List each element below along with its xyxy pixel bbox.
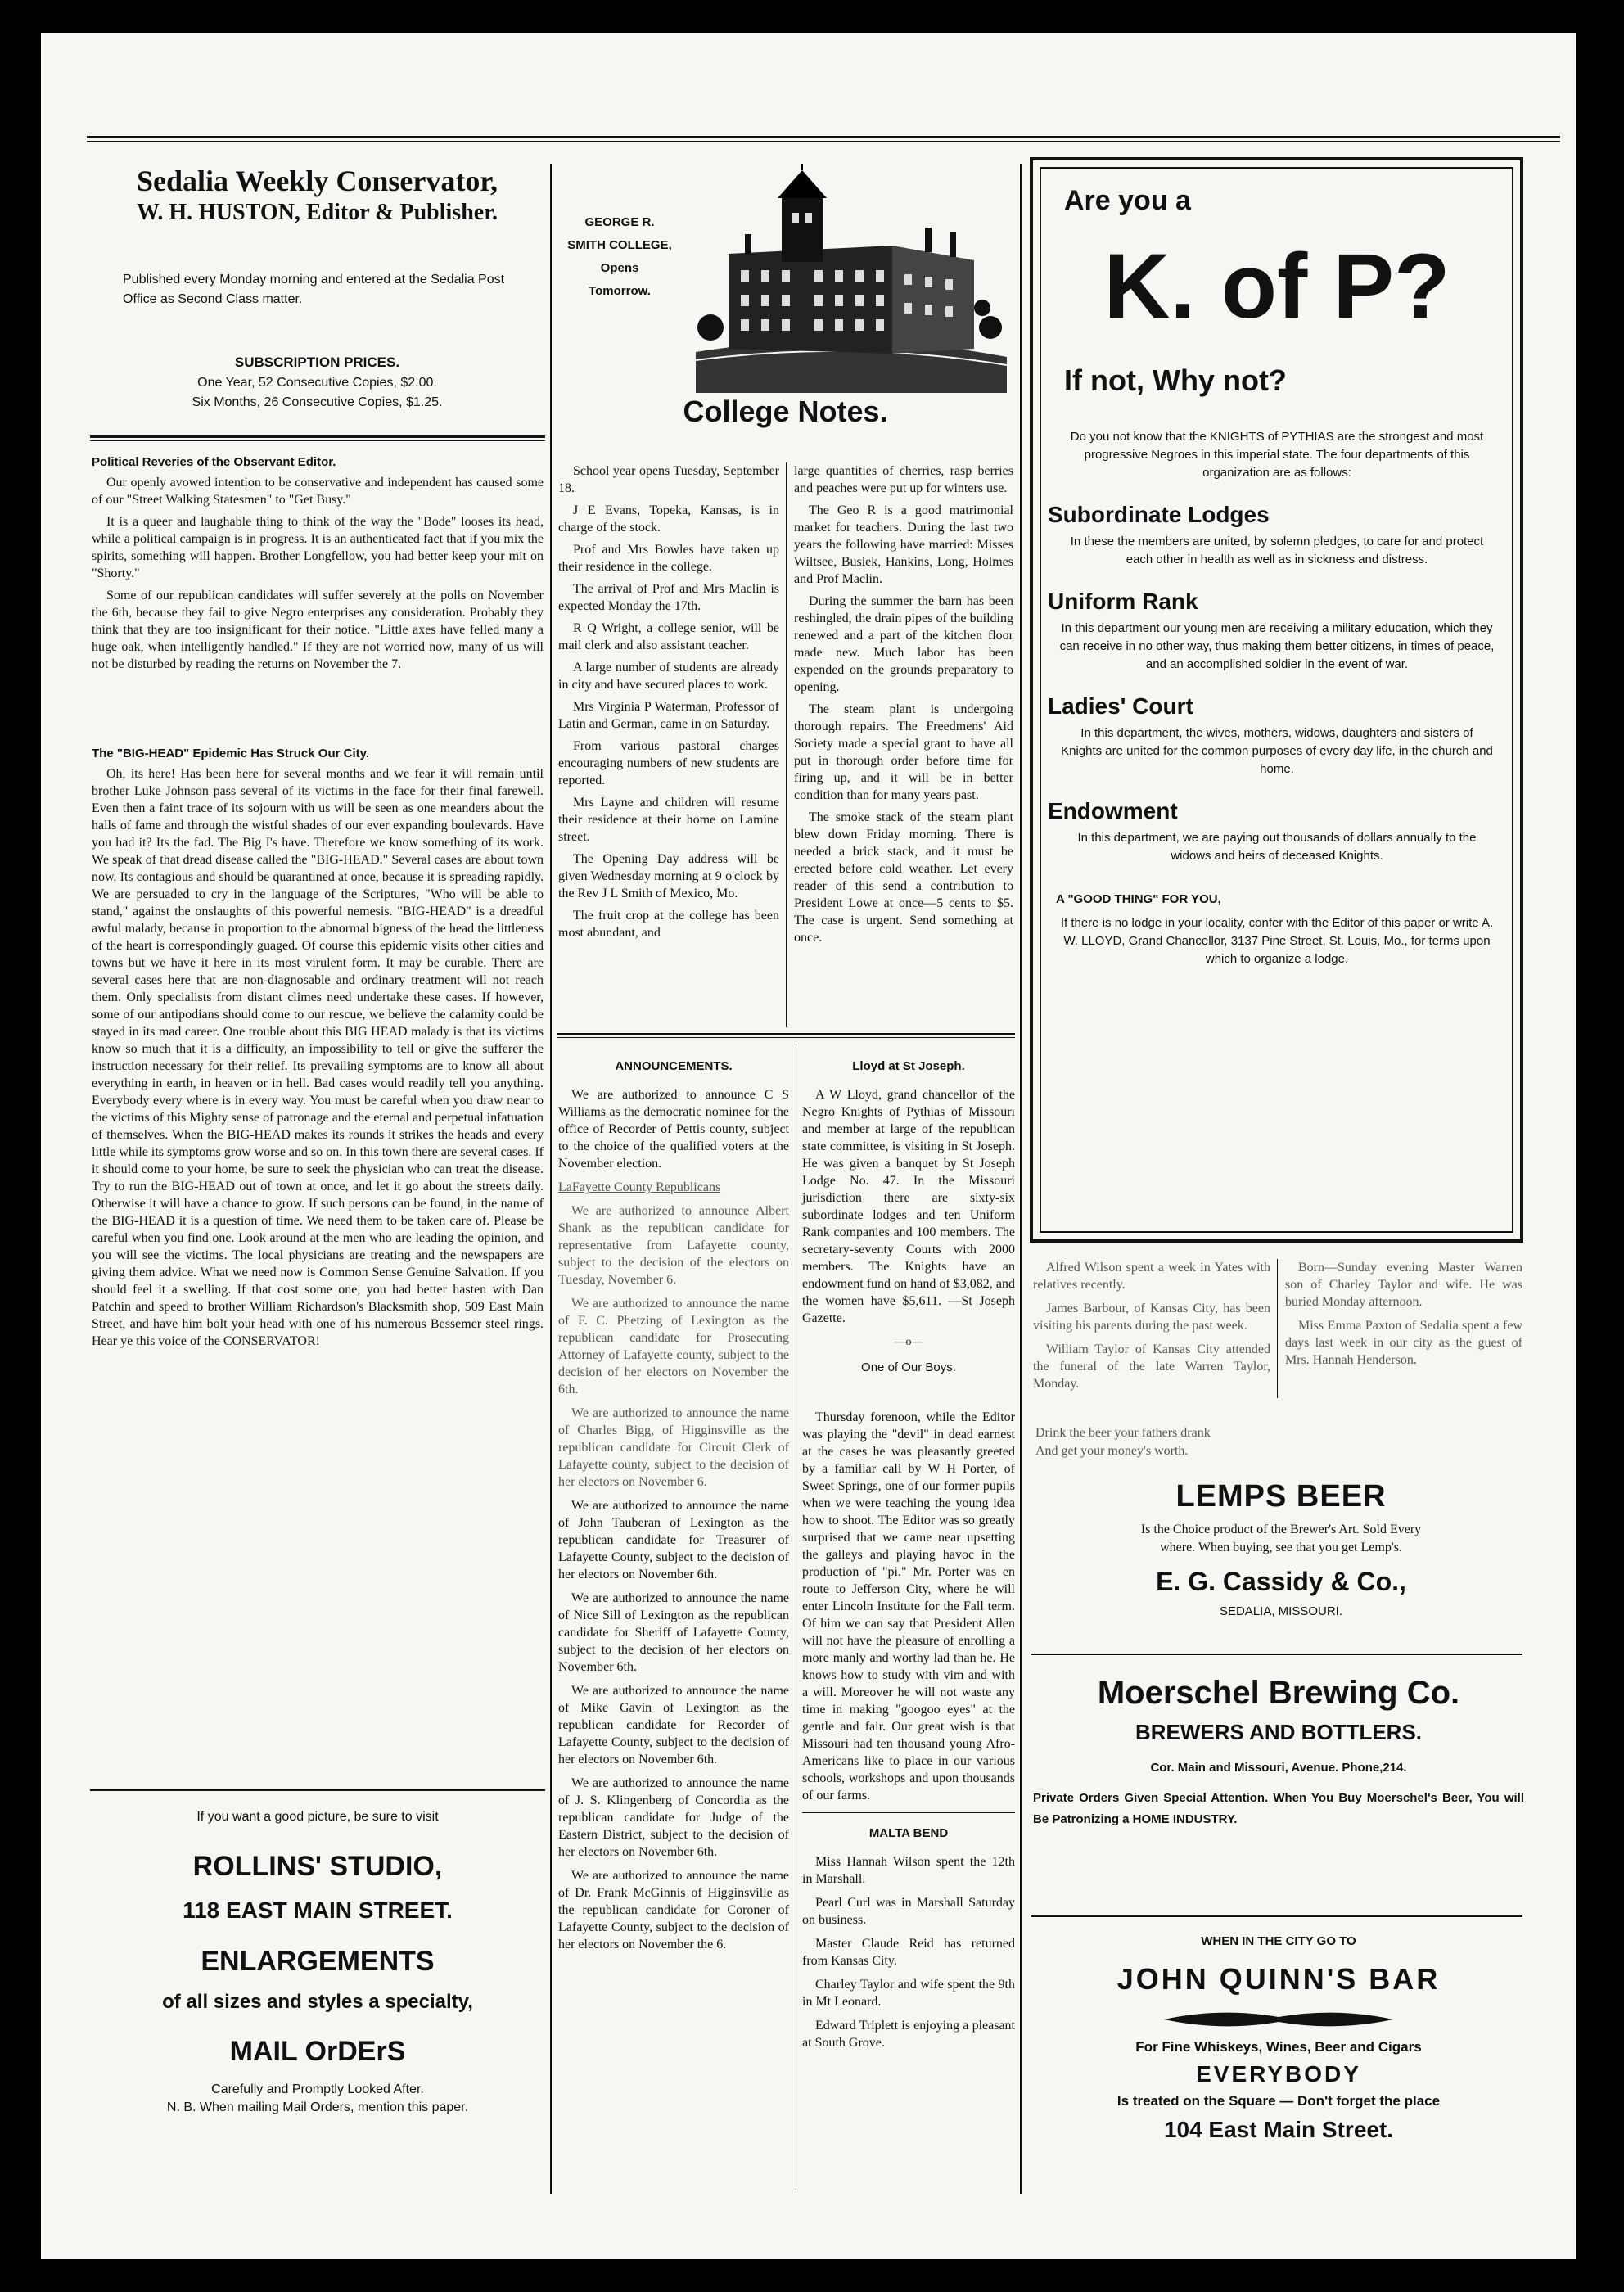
column-rule-1 <box>550 164 552 2194</box>
college-building-illustration <box>696 164 1007 393</box>
quinn-treated: Is treated on the Square — Don't forget the place <box>1116 2093 1441 2109</box>
college-heading: College Notes. <box>683 395 888 428</box>
column-rule-2 <box>1020 164 1022 2194</box>
kop-are-you: Are you a <box>1064 185 1191 216</box>
college-note: During the summer the barn has been reshingled, the drain pipes of the building renewed and a part of the kitchen floor made new. Much labor has been expended on the grounds preparatory to opening. <box>794 594 1013 694</box>
reveries-paragraph: It is a queer and laughable thing to think of the way the "Bode" looses its head, while a political campaign is in progress. It is an authenticated fact that if you mix the spirits, something will happen. Brother Longfellow, you had better keep your mit on "Shorty." <box>92 515 544 580</box>
lemps-name: LEMPS BEER <box>1175 1479 1387 1514</box>
moerschel-address: Cor. Main and Missouri, Avenue. Phone,214. <box>1150 1761 1407 1775</box>
locals-left <box>1033 1259 1270 1399</box>
kop-good-thing: A "GOOD THING" FOR YOU, <box>1056 892 1221 906</box>
quinn-ad <box>1033 1932 1524 2148</box>
lemps-cassidy: E. G. Cassidy & Co., <box>1156 1567 1406 1596</box>
quinn-everybody: EVERYBODY <box>1196 2061 1361 2087</box>
locals-rule <box>1277 1259 1278 1398</box>
malta-rule <box>802 1812 1015 1813</box>
lemps-ad <box>1035 1424 1527 1621</box>
rollins-address: 118 EAST MAIN STREET. <box>183 1897 453 1923</box>
decorative-flourish-icon <box>1156 2007 1401 2032</box>
announcement: We are authorized to announce the name of Mike Gavin of Lexington as the republican candidate for Recorder of Lafayette County, subject to the decision of her electors on November 6th. <box>558 1684 789 1766</box>
college-note: R Q Wright, a college senior, will be mail clerk and also assistant teacher. <box>558 621 779 652</box>
masthead <box>90 164 544 228</box>
malta-item: Edward Triplett is enjoying a pleasant at South Grove. <box>802 2019 1015 2050</box>
kop-section-text: In these the members are united, by solemn pledges, to care for and protect each other in health as well as in sickness and distress. <box>1070 535 1484 566</box>
rollins-intro: If you want a good picture, be sure to visit <box>196 1810 439 1824</box>
college-note: The arrival of Prof and Mrs Maclin is expected Monday the 17th. <box>558 582 779 613</box>
masthead-published: Published every Monday morning and entered at the Sedalia Post Office as Second Class matter. <box>123 273 505 306</box>
quinn-name: JOHN QUINN'S BAR <box>1116 1962 1441 1996</box>
malta-item: Master Claude Reid has returned from Kansas City. <box>802 1937 1015 1968</box>
local-item: James Barbour, of Kansas City, has been visiting his parents during the past week. <box>1033 1302 1270 1333</box>
moerschel-ad <box>1033 1670 1524 1830</box>
reveries-paragraph: Some of our republican candidates will suffer severely at the polls on November the 6th, because they fail to give Negro enterprises any consideration. Probably they think that they are too insignificant for their notice. "Little axes have felled many a huge oak, when intelligently handled." If they are not worried now, many of us will not be disturbed by reading the returns on November the 7. <box>92 589 544 671</box>
newspaper-page <box>41 33 1576 2259</box>
bighead-text: Oh, its here! Has been here for several months and we fear it will remain until brother Luke Johnson pass several of its victims in the face for their final farewell. Even then a faint trace of its sojourn with us will be seen as one meanders about the halls of fame and through the wistful shades of our ever expanding boulevards. Have you had it? Its the fad. The Big I's have. Therefore we know something of its work. We speak of that dread disease called the "BIG-HEAD." Several cases are about town now. Its contagious and should be quarantined at once, because it is spreading rapidly. We are persuaded to cry in the language of the Scriptures, "Who will be able to stand," against the onslaughts of this powerful nemesis. "BIG-HEAD" is a dreadful awful malady, because in proportion to the abnormal bigness of the head the littleness of the heart is correspondingly guaged. Of course this epidemic visits other cities and towns but we have it here in its most virulent form. It may be curable. There are several cases here that are non-diagnosable and ordinary treatment will not reach them. Only specialists from distant climes need undertake these cases. If however, some of our antipodians should come to our rescue, we believe the calamity could be stayed in its mad career. One trouble about this BIG HEAD malady is that its victims know so much that it is a difficulty, an impossibility to tell or give the sufferer the instruction necessary for their relief. Its prevailing symptoms are to know all about everything in earth, in heaven or in hell. Bad cases would readily tell you anything. Everybody every where is in every way. You must be careful when you draw near to the victims of this Mighty sense of patronage and the eternal and perpetual infatuation of themselves. When the BIG-HEAD makes its rounds it strikes the heads and every little while its symptoms grow worse and so on. In this town there are several cases. If it should come to your home, be sure to seek the physician who can treat the disease. Try to run the BIG-HEAD out of town at once, and let it go about the streets daily. Otherwise it will have a chance to grow. If such persons can be found, in the name of the BIG-HEAD it is a question of time. We need them to be taken care of. Please be careful when you find one. Look around at the men who are leading the opinion, and you will see the victims. The local physicians are treating and the newspapers are giving them advice. What we need now is Common Sense Genuine Salvation. If you should feel it a swelling. If that cost some one, you had better hasten with Dan Patchin and speed to brother William Richardson's Blacksmith shop, 509 East Main Street, and have him bolt your head with one of his numerous Bessemer steel rings. Hear ye this voice of the CONSERVATOR! <box>92 767 544 1348</box>
college-note: Mrs Layne and children will resume their residence at their home on Lamine street. <box>558 796 779 844</box>
announcement: We are authorized to announce the name of J. S. Klingenberg of Concordia as the republican candidate for Judge of the Eastern District, subject to the decision of her electors on November 6th. <box>558 1776 789 1859</box>
top-rule-thin <box>87 141 1560 142</box>
quinn-address: 104 East Main Street. <box>1163 2117 1394 2142</box>
college-caption-line: Opens <box>600 261 639 275</box>
rollins-name: ROLLINS' STUDIO, <box>192 1851 443 1882</box>
college-note: School year opens Tuesday, September 18. <box>558 464 779 495</box>
kop-good-text: If there is no lodge in your locality, confer with the Editor of this paper or write A. W. LLOYD, Grand Chancellor, 3137 Pine Street, St. Louis, Mo., for terms upon which to organize a lodge. <box>1060 916 1494 966</box>
reveries-article <box>92 453 544 678</box>
article-divider: —o— <box>894 1336 923 1348</box>
local-item: William Taylor of Kansas City attended the funeral of the late Warren Taylor, Monday. <box>1033 1342 1270 1391</box>
lemps-line: Drink the beer your fathers drank <box>1035 1426 1211 1440</box>
kop-section-text: In this department, we are paying out thousands of dollars annually to the widows and heirs of deceased Knights. <box>1077 831 1477 863</box>
college-column-rule <box>786 462 787 1027</box>
lemps-where: where. When buying, see that you get Lemp's. <box>1160 1541 1402 1554</box>
quinn-intro: WHEN IN THE CITY GO TO <box>1201 1934 1356 1948</box>
subscription-block <box>90 352 544 413</box>
lloyd-text: A W Lloyd, grand chancellor of the Negro Knights of Pythias of Missouri and member at large of the republican state committee, is visiting in St Joseph. He was given a banquet by St Joseph Lodge No. 47. In the Missouri jurisdiction there are sixty-six subordinate lodges and ten Uniform Rank companies and 100 members. The secretary-seventy Courts with 2000 members. The Knights have an endowment fund on hand of $3,082, and the women have $5,611. —St Joseph Gazette. <box>802 1088 1015 1325</box>
reveries-heading: Political Reveries of the Observant Editor. <box>92 455 336 469</box>
bighead-heading: The "BIG-HEAD" Epidemic Has Struck Our City. <box>92 747 370 760</box>
rollins-sizes: of all sizes and styles a specialty, <box>162 1991 473 2013</box>
subscription-heading: SUBSCRIPTION PRICES. <box>234 354 400 370</box>
masthead-editor: W. H. HUSTON, Editor & Publisher. <box>136 200 498 225</box>
local-item: Alfred Wilson spent a week in Yates with relatives recently. <box>1033 1261 1270 1292</box>
lemps-city: SEDALIA, MISSOURI. <box>1219 1604 1343 1618</box>
college-note: The fruit crop at the college has been most abundant, and <box>558 909 779 940</box>
college-note: large quantities of cherries, rasp berries and peaches were put up for winters use. <box>794 464 1013 495</box>
kop-section-heading: Endowment <box>1048 798 1178 823</box>
moerschel-private: Private Orders Given Special Attention. When You Buy Moerschel's Beer, You will Be Patronizing a HOME INDUSTRY. <box>1033 1791 1524 1826</box>
locals-right <box>1285 1259 1522 1375</box>
announcement: We are authorized to announce Albert Shank as the republican candidate for representative from Lafayette county, subject to the decision of the electors on Tuesday, November 6. <box>558 1204 789 1287</box>
kop-if-not: If not, Why not? <box>1064 363 1287 397</box>
kop-title: K. of P? <box>1103 235 1450 337</box>
subscription-six-months: Six Months, 26 Consecutive Copies, $1.25. <box>192 395 443 409</box>
college-note: The Opening Day address will be given Wednesday morning at 9 o'clock by the Rev J L Smith of Mexico, Mo. <box>558 852 779 900</box>
kop-section-heading: Subordinate Lodges <box>1048 502 1270 527</box>
malta-item: Charley Taylor and wife spent the 9th in Mt Leonard. <box>802 1978 1015 2009</box>
announcements-heading: ANNOUNCEMENTS. <box>615 1059 733 1073</box>
quinn-fine: For Fine Whiskeys, Wines, Beer and Cigars <box>1135 2039 1422 2055</box>
announcement-subheading: LaFayette County Republicans <box>558 1180 721 1194</box>
moerschel-rule <box>1031 1915 1522 1917</box>
masthead-rule <box>90 435 545 438</box>
kop-ad <box>1048 176 1506 968</box>
moerschel-name: Moerschel Brewing Co. <box>1097 1675 1460 1711</box>
boys-text: Thursday forenoon, while the Editor was playing the "devil" in dead earnest at the cases he was pleasantly greeted by a familiar call by W H Porter, of Sweet Springs, one of our former pupils when we were teaching the young idea how to shoot. The Editor was so greatly surprised that we came near upsetting the galleys and playing havoc in the production of "pi." Mr. Porter was en route to Jefferson City, where he will enter Lincoln Institute for the Fall term. Of him we can say that President Allen will not have the pleasure of enrolling a more manly and worthy lad than he. He knows how to study with vim and with a will. Moreover he will not waste any time in making "googoo eyes" at the gentle and fair. Our great wish is that Missouri had ten thousand young Afro-Americans like to place in our various schools, workshops and upon thousands of our farms. <box>802 1410 1015 1802</box>
college-note: J E Evans, Topeka, Kansas, is in charge of the stock. <box>558 503 779 535</box>
kop-section-text: In this department, the wives, mothers, widows, daughters and sisters of Knights are united for the common purposes of every day life, in the church and home. <box>1061 726 1493 776</box>
announcement: We are authorized to announce the name of John Tauberan of Lexington as the republican candidate for Treasurer of Lafayette County, subject to the decision of her electors on November 6th. <box>558 1499 789 1581</box>
kop-section-text: In this department our young men are receiving a military education, which they can receive in no other way, thus making them better citizens, in times of peace, and an accomplished soldier in the event of war. <box>1059 621 1495 671</box>
kop-intro: Do you not know that the KNIGHTS of PYTHIAS are the strongest and most progressive Negroes in this imperial state. The four departments of this organization are as follows: <box>1070 430 1484 480</box>
kop-section-heading: Ladies' Court <box>1048 693 1193 719</box>
kop-section-heading: Uniform Rank <box>1048 589 1198 614</box>
college-note: The Geo R is a good matrimonial market for teachers. During the last two years the following have married: Misses Wiltsee, Busiek, Hankins, Long, Holmes and Prof Maclin. <box>794 503 1013 586</box>
college-note: From various pastoral charges encouraging numbers of new students are reported. <box>558 739 779 787</box>
lloyd-heading: Lloyd at St Joseph. <box>852 1059 965 1073</box>
lemps-choice: Is the Choice product of the Brewer's Art. Sold Every <box>1140 1523 1422 1536</box>
college-caption <box>558 211 681 303</box>
malta-item: Pearl Curl was in Marshall Saturday on business. <box>802 1896 1015 1927</box>
announcement: We are authorized to announce C S Williams as the democratic nominee for the office of Recorder of Pettis county, subject to the choice of the qualified voters at the November election. <box>558 1088 789 1171</box>
college-notes-column-1 <box>558 462 779 946</box>
rollins-mail: MAIL OrDErS <box>229 2036 406 2067</box>
college-rule <box>557 1033 1015 1035</box>
top-rule <box>87 136 1560 138</box>
college-note: A large number of students are already in city and have secured places to work. <box>558 661 779 692</box>
college-note: The smoke stack of the steam plant blew down Friday morning. There is needed a brick stack, and it must be erected before cold weather. Let every reader of this send a contribution to President Lowe at once—5 cents to $5. The case is urgent. Send something at once. <box>794 810 1013 945</box>
announcement: We are authorized to announce the name of Dr. Frank McGinnis of Higginsville as the republican candidate for Coroner of Lafayette County, subject to the decision of her electors on November the 6. <box>558 1869 789 1951</box>
bighead-rule <box>90 1789 545 1791</box>
announcement: We are authorized to announce the name of F. C. Phetzing of Lexington as the republican candidate for Prosecuting Attorney of Lafayette county, subject to the decision of her electors on November the 6th. <box>558 1297 789 1396</box>
rollins-note: N. B. When mailing Mail Orders, mention this paper. <box>166 2100 469 2114</box>
bighead-article <box>92 745 544 1784</box>
college-caption-line: SMITH COLLEGE, <box>567 238 672 252</box>
local-item: Miss Emma Paxton of Sedalia spent a few days last week in our city as the guest of Mrs. Hannah Henderson. <box>1285 1319 1522 1367</box>
malta-item: Miss Hannah Wilson spent the 12th in Marshall. <box>802 1855 1015 1886</box>
college-note: Mrs Virginia P Waterman, Professor of Latin and German, came in on Saturday. <box>558 700 779 731</box>
college-note: The steam plant is undergoing thorough repairs. The Freedmens' Aid Society made a special grant to have all put in thorough order before time for firing up, and it will be in better condition than for many years past. <box>794 702 1013 802</box>
announcement: We are authorized to announce the name of Charles Bigg, of Higginsville as the republican candidate for Circuit Clerk of Lafayette county, subject to the decision of her electors on November 6. <box>558 1406 789 1489</box>
reveries-paragraph: Our openly avowed intention to be conservative and independent has caused some of our "Street Walking Statesmen" to "Get Busy." <box>92 476 544 507</box>
announcement: We are authorized to announce the name of Nice Sill of Lexington as the republican candidate for Sheriff of Lafayette County, subject to the decision of her electors on November 6th. <box>558 1591 789 1674</box>
masthead-rule-thin <box>90 440 545 441</box>
college-note: Prof and Mrs Bowles have taken up their residence in the college. <box>558 543 779 574</box>
college-caption-line: Tomorrow. <box>589 284 651 298</box>
malta-heading: MALTA BEND <box>868 1826 949 1840</box>
rollins-enlargements: ENLARGEMENTS <box>201 1946 435 1977</box>
lloyd-article <box>802 1058 1015 2058</box>
lemps-line: And get your money's worth. <box>1035 1444 1189 1458</box>
college-rule-thin <box>557 1037 1015 1038</box>
lemps-rule <box>1031 1654 1522 1655</box>
rollins-ad <box>90 1807 545 2117</box>
boys-heading: One of Our Boys. <box>861 1360 956 1374</box>
masthead-title: Sedalia Weekly Conservator, <box>136 165 498 197</box>
moerschel-sub: BREWERS AND BOTTLERS. <box>1135 1720 1423 1744</box>
college-notes-column-2 <box>794 462 1013 951</box>
college-caption-line: GEORGE R. <box>584 215 655 229</box>
rollins-careful: Carefully and Promptly Looked After. <box>211 2082 424 2096</box>
announcements-column <box>558 1058 789 2187</box>
local-item: Born—Sunday evening Master Warren son of Charley Taylor and wife. He was buried Monday afternoon. <box>1285 1261 1522 1309</box>
subscription-one-year: One Year, 52 Consecutive Copies, $2.00. <box>197 376 437 390</box>
